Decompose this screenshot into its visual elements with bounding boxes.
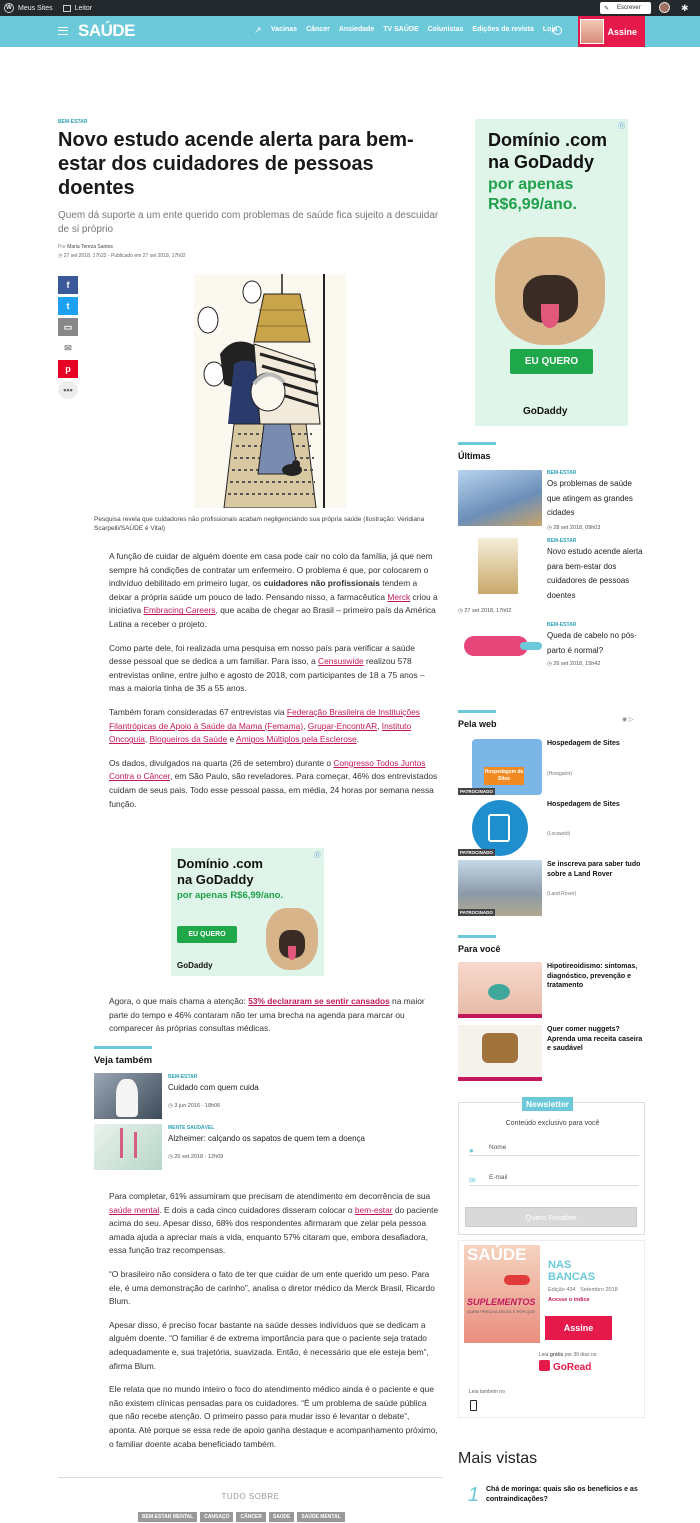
comment-icon[interactable]: ▭ [58,318,78,336]
article-date: ◷ 27 set 2018, 17h22 - Publicado em 27 set 2018, 17h02 [58,253,186,259]
sponsored-source: (Land Rover) [547,891,577,897]
tag-chip[interactable]: SAÚDE [269,1512,295,1522]
paragraph: A função de cuidar de alguém doente em casa pode cair no colo da família, já que nem sempre há condições de contratar um enfermeiro. O problema é que, por colocarem o indivíduo debilitado em primeiro lugar, os cuidadores não profissionais tendem a deixar a própria saúde um pouco de lado. Pensando nisso, a farmacêutica Merck criou a iniciativa Embracing Careers, que acaba de chegar ao Brasil – primeiro país da América Latina a receber o projeto. [109,551,438,629]
menu-item-cancer[interactable]: Câncer [306,26,330,33]
latest-date: ◷ 26 set 2018, 15h42 [547,661,601,667]
article-illustration [194,274,346,508]
sponsored-heading: Pela web [458,710,496,729]
pug-image [495,237,605,345]
facebook-share-icon[interactable]: f [58,276,78,294]
for-you-thumb [458,1025,542,1081]
related-heading: Veja também [94,1046,152,1066]
article-title: Novo estudo acende alerta para bem-estar dos cuidadores de pessoas doentes [58,129,414,199]
tag-chip[interactable]: BEM-ESTAR MENTAL [138,1512,197,1522]
latest-date: ◷ 27 set 2018, 17h02 [458,608,512,614]
sponsored-source: (Hostgator) [547,771,573,777]
wordpress-icon: W [4,3,14,13]
reader-link[interactable]: Leitor [63,5,93,12]
link-blogueiros[interactable]: Blogueiros da Saúde [149,734,228,745]
link-oncoguia[interactable]: Instituto Oncoguia [109,720,412,745]
most-viewed-title[interactable]: Chá de moringa: quais são os benefícios e as contraindicações? [486,1486,638,1503]
admin-bar [0,0,700,16]
article-subtitle: Quem dá suporte a um ente querido com problemas de saúde fica sujeito a descuidar de si próprio [58,210,439,235]
ad-cta-button[interactable]: EU QUERO [177,926,237,943]
site-logo[interactable]: SAÚDE [78,21,136,40]
notifications-icon[interactable]: ✱ [681,3,689,13]
newsletter-subtitle: Conteúdo exclusivo para você [505,1120,600,1127]
tag-chip[interactable]: CÂNCER [236,1512,265,1522]
link-cansados[interactable]: 53% declararam se sentir cansados [248,996,390,1006]
paragraph: Agora, o que mais chama a atenção: 53% declararam se sentir cansados na maior parte do tempo e 46% contaram não ter uma brecha na agenda para marcar ou comparecer às próprias consultas médicas. [109,996,425,1034]
paragraph: Ele relata que no mundo inteiro o foco do atendimento médico ainda é o paciente e que não existem clínicas pensadas para os cuidadores. “É um problema de saúde pública que não recebe atenção. O primeiro passo para mudar isso é levantar o debate”, aponta. Até porque se essa rede de apoio ganha destaque e acompanhamento próximo, o familiar doente acaba beneficiado também. [109,1384,438,1449]
ad-price: por apenas R$6,99/ano. [177,890,284,901]
avatar[interactable] [659,2,670,13]
inline-ad[interactable] [171,848,324,976]
sponsored-title[interactable]: Hospedagem de Sites [547,740,620,747]
for-you [458,935,645,1052]
link-grupar[interactable]: Grupar-EncontrAR [307,720,378,731]
latest-title[interactable]: Novo estudo acende alerta para bem-estar dos cuidadores de pessoas doentes [547,547,643,600]
email-share-icon[interactable]: ✉ [58,339,78,357]
newsletter-box [458,1099,645,1235]
ad-headline-2: na GoDaddy [177,872,254,887]
menu-item-tv-saude[interactable]: TV SAÚDE [383,26,419,33]
article-category[interactable]: BEM-ESTAR [58,119,88,125]
related-articles [94,1046,439,1160]
ad-price-1: por apenas [488,176,574,193]
related-thumb [94,1073,162,1119]
goread-icon [539,1360,550,1371]
name-field[interactable]: ● Nome [469,1140,639,1156]
pinterest-share-icon[interactable]: p [58,360,78,378]
ad-headline-1: Domínio .com [177,856,263,871]
paragraph: Os dados, divulgados na quarta (26 de setembro) durante o Congresso Todos Juntos Contra o Câncer, em São Paulo, são reveladores. Para começar, 46% dos entrevistados cuidam de seus pais. Todo esse pessoal passa, em média, 24 horas por semana nessa função. [109,757,438,809]
link-femama[interactable]: Federação Brasileira de Instituições Filantrópicas de Apoio à Saúde da Mama (Femama) [109,706,420,731]
latest-category[interactable]: BEM-ESTAR [547,470,577,476]
related-date: ◷ 3 jun 2016 - 18h06 [168,1103,221,1109]
site-header [0,16,700,47]
pencil-icon: ✎ [604,5,610,12]
link-censuswide[interactable]: Censuswide [318,656,364,667]
link-bem-estar[interactable]: bem-estar [354,1204,393,1215]
latest-date: ◷ 28 set 2018, 09h03 [547,525,601,531]
ad-brand: GoDaddy [523,406,568,417]
also-read-label: Leia também no [469,1389,505,1395]
menu-item-loja[interactable]: Loja [542,26,558,33]
latest-thumb [478,538,518,594]
sponsored-source: (Locaweb) [547,831,571,837]
on-newsstands-title: NAS BANCAS [548,1259,596,1283]
related-thumb [94,1124,162,1170]
index-link[interactable]: Acesse o índice [548,1297,590,1303]
sponsored-thumb: Hospedagem de Sites [472,739,542,795]
ad-headline-1: Domínio .com [488,130,608,150]
article-body-bottom [109,1190,439,1461]
goread-note: Leia grátis por 30 dias no [539,1352,597,1358]
outbrain-icon[interactable]: ◉ ▷ [622,717,634,723]
rank-number: 1 [468,1484,480,1506]
paragraph: “O brasileiro não considera o fato de ter que cuidar de um ente querido um peso. Para ele, é uma demonstração de carinho”, analisa o diretor médico da Merck Brasil, Ricardo Blum. [109,1268,435,1307]
latest-thumb [458,630,542,666]
ad-close-icon[interactable]: ⓪ [618,123,625,130]
newsletter-heading: Newsletter [522,1097,573,1111]
trending-icon: ↗ [254,25,262,35]
latest-thumb [458,470,542,526]
goread-logo[interactable]: GoRead [539,1360,591,1373]
related-date: ◷ 20 set 2018 - 12h09 [168,1154,224,1160]
for-you-title[interactable]: Hipotireoidismo: sintomas, diagnóstico, prevenção e tratamento [547,963,638,989]
twitter-share-icon[interactable]: t [58,297,78,315]
tag-list [138,1512,348,1522]
latest-heading: Últimas [458,442,496,461]
sponsored-links: Pela web ◉ ▷ Hospedagem de Sites PATROCINADO Hospedagem de Sites (Hostgator) PATROCINADO Hospedagem de Sites (Locaweb) PATROCINADO Se inscreva para saber tudo sobre a Land Rover (Land Rover) [458,710,645,729]
link-embracing-careers[interactable]: Embracing Careers [143,605,216,616]
sponsored-title[interactable]: Hospedagem de Sites [547,801,620,808]
device-icon[interactable] [470,1400,477,1411]
link-congresso[interactable]: Congresso Todos Juntos Contra o Câncer [109,757,426,782]
image-caption: Pesquisa revela que cuidadores não profissionais acabam negligenciando sua própria saúde (Ilustração: Veridiana Scarpelli/SAÚDE é Vital) [94,516,425,532]
share-bar [58,276,78,402]
menu-item-vacinas[interactable]: Vacinas [271,26,298,33]
sidebar-ad[interactable] [475,119,628,426]
subscribe-newsletter-button[interactable]: Quero Receber [465,1207,637,1227]
latest-title[interactable]: Queda de cabelo no pós-parto é normal? [547,631,637,655]
menu-item-colunistas[interactable]: Colunistas [427,26,464,33]
paragraph: Para completar, 61% assumiram que precisam de atendimento em decorrência de sua saúde mental. E dois a cada cinco cuidadores disseram colocar o bem-estar do paciente acima do seu. Apesar disso, 68% dos respondentes afirmaram que zelar pela pessoa amada ajuda a apreciar mais a vida, enquanto 57% citaram que, embora desafiadora, essa função traz recompensas. [109,1191,439,1256]
sponsored-thumb [458,860,542,916]
tag-chip[interactable]: SAÚDE MENTAL [297,1512,344,1522]
ad-cta-button[interactable]: EU QUERO [510,349,593,374]
latest-category[interactable]: BEM-ESTAR [547,622,577,628]
related-category[interactable]: BEM-ESTAR [168,1074,198,1080]
sponsored-thumb [472,800,528,856]
magazine-box [458,1240,645,1418]
user-icon: ● [469,1146,474,1155]
article-body-mid [109,995,439,1046]
sponsored-title[interactable]: Se inscreva para saber tudo sobre a Land Rover [547,861,641,878]
most-viewed-heading: Mais vistas [458,1450,538,1467]
menu-icon[interactable] [58,27,68,35]
article-body-top [109,550,439,821]
latest-category[interactable]: BEM-ESTAR [547,538,577,544]
write-button[interactable]: ✎ Escrever [600,2,651,14]
magazine-subscribe-button[interactable]: Assine [545,1316,612,1340]
link-merck[interactable]: Merck [387,591,411,602]
paragraph: Apesar disso, é preciso focar bastante na saúde desses indivíduos que se dedicam a alguém doente. “O familiar é de extrema importância para que o paciente seja tratado adequadamente e, sua trajetória, suavizada. Então, é necessário que ele esteja bem”, afirma Blum. [109,1319,429,1371]
edition-info: Edição 434 Setembro 2018 [548,1287,618,1293]
link-saude-mental[interactable]: saúde mental [109,1204,160,1215]
paragraph: Também foram consideradas 67 entrevistas via Federação Brasileira de Instituições Filantrópicas de Apoio à Saúde da Mama (Femama), Grupar-EncontrAR, Instituto Oncoguia, Blogueiros da Saúde e Amigos Múltiplos pela Esclerose. [109,706,420,745]
ad-brand: GoDaddy [177,961,213,970]
mail-icon: ✉ [469,1176,476,1185]
byline: Por Maria Tereza Santos [58,244,113,250]
for-you-title[interactable]: Quer comer nuggets? Aprenda uma receita caseira e saudável [547,1026,643,1052]
subscribe-button[interactable]: Assine [578,16,645,47]
for-you-heading: Para você [458,935,496,954]
for-you-thumb [458,962,542,1018]
pug-image [266,908,318,970]
related-item[interactable] [94,1124,439,1172]
email-field[interactable]: ✉ E-mail [469,1170,639,1186]
menu-item-edicoes[interactable]: Edições da revista [472,26,534,33]
related-category[interactable]: MENTE SAUDÁVEL [168,1125,215,1131]
main-menu [271,26,566,33]
more-share-icon[interactable]: ••• [58,381,78,399]
author-link[interactable]: Maria Tereza Santos [67,244,113,250]
reader-icon [63,5,71,12]
menu-item-ansiedade[interactable]: Ansiedade [338,26,375,33]
link-amigos-multiplos[interactable]: Amigos Múltiplos pela Esclerose [236,734,357,745]
latest-title[interactable]: Os problemas de saúde que atingem as grandes cidades [547,479,633,517]
magazine-cover-thumb [580,19,604,44]
clock-icon: ◷ [58,253,64,259]
ad-close-icon[interactable]: ⓪ [314,852,321,859]
ad-headline-2: na GoDaddy [488,152,595,172]
search-icon[interactable] [553,26,562,35]
my-sites-link[interactable]: W Meus Sites [4,3,53,13]
related-title[interactable]: Cuidado com quem cuida [168,1083,259,1092]
paragraph: Como parte dele, foi realizada uma pesquisa em nosso país para verificar a saúde desse pessoal que se dedica a um familiar. Para isso, a Censuswide realizou 578 entrevistas online, entre julho e agosto de 2018, com participantes de 18 a 75 anos – mas a maioria tinha de 35 a 55 anos. [109,642,425,694]
related-item[interactable] [94,1073,439,1121]
most-viewed [458,1450,645,1506]
tags-heading: TUDO SOBRE [58,1477,443,1501]
latest-news [458,442,645,667]
magazine-cover[interactable]: SAÚDE SUPLEMENTOS QUEM PRECISA DELES E POR QUE [464,1245,540,1343]
related-title[interactable]: Alzheimer: calçando os sapatos de quem tem a doença [168,1134,366,1143]
ad-price-2: R$6,99/ano. [488,196,577,213]
tag-chip[interactable]: CANSAÇO [200,1512,233,1522]
